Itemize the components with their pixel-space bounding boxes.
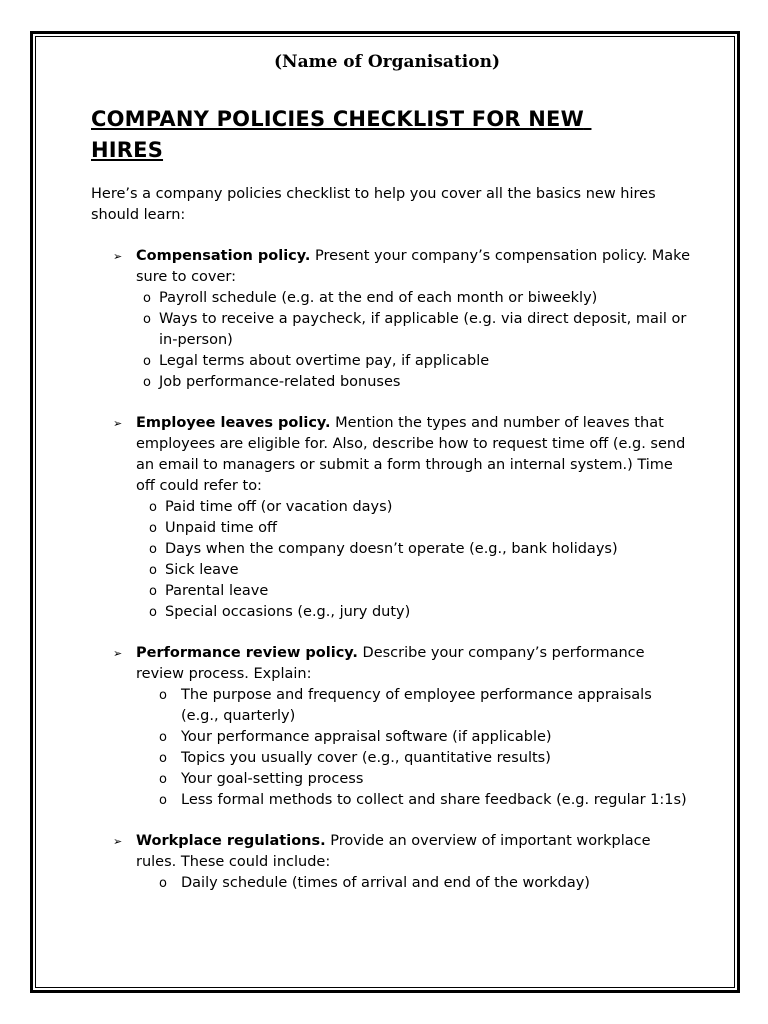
intro-paragraph: Here’s a company policies checklist to help you cover all the basics new hires should learn:: [91, 186, 656, 223]
circle-bullet-icon: o: [143, 291, 151, 306]
circle-bullet-icon: o: [159, 772, 167, 787]
document-title: COMPANY POLICIES CHECKLIST FOR NEW HIRES: [91, 107, 592, 162]
section-text: Mention the types and number of leaves that employees are eligible for. Also, describe how to request time off (e.g. send an email to managers or submit a form through an internal system.) Time off could refer to:: [136, 415, 686, 494]
circle-bullet-icon: o: [149, 563, 157, 578]
sub-list: [136, 288, 691, 393]
arrow-bullet-icon: ➢: [113, 417, 123, 430]
section-heading: Employee leaves policy.: [136, 415, 331, 431]
list-item: [136, 685, 691, 727]
list-item-text: Topics you usually cover (e.g., quantitative results): [181, 750, 551, 766]
organisation-name: (Name of Organisation): [273, 52, 500, 72]
circle-bullet-icon: o: [159, 688, 167, 703]
section-heading: Workplace regulations.: [136, 833, 326, 849]
list-item: [136, 539, 691, 560]
circle-bullet-icon: o: [159, 793, 167, 808]
circle-bullet-icon: o: [149, 521, 157, 536]
section-heading: Performance review policy.: [136, 645, 358, 661]
circle-bullet-icon: o: [159, 751, 167, 766]
list-item: [136, 873, 691, 894]
section-text: Describe your company’s performance review process. Explain:: [136, 645, 645, 682]
list-item: [136, 288, 691, 309]
circle-bullet-icon: o: [143, 354, 151, 369]
list-item: [136, 560, 691, 581]
circle-bullet-icon: o: [159, 876, 167, 891]
section-employee-leaves-policy: [91, 413, 691, 623]
list-item-text: Your goal-setting process: [181, 771, 364, 787]
list-item: [136, 748, 691, 769]
list-item-text: The purpose and frequency of employee performance appraisals (e.g., quarterly): [181, 687, 652, 724]
circle-bullet-icon: o: [143, 312, 151, 327]
list-item-text: Paid time off (or vacation days): [165, 499, 393, 515]
list-item-text: Special occasions (e.g., jury duty): [165, 604, 411, 620]
section-workplace-regulations: [91, 831, 691, 894]
list-item-text: Daily schedule (times of arrival and end of the workday): [181, 875, 590, 891]
arrow-bullet-icon: ➢: [113, 250, 123, 263]
section-lead: [136, 643, 691, 685]
list-item: [136, 727, 691, 748]
circle-bullet-icon: o: [159, 730, 167, 745]
list-item-text: Sick leave: [165, 562, 239, 578]
circle-bullet-icon: o: [143, 375, 151, 390]
arrow-bullet-icon: ➢: [113, 835, 123, 848]
list-item-text: Unpaid time off: [165, 520, 277, 536]
list-item-text: Ways to receive a paycheck, if applicable (e.g. via direct deposit, mail or in-person): [159, 311, 687, 348]
sub-list: [136, 685, 691, 811]
sub-list: [136, 873, 691, 894]
list-item: [136, 372, 691, 393]
list-item: [136, 518, 691, 539]
list-item: [136, 769, 691, 790]
document-body: [91, 50, 691, 894]
section-heading: Compensation policy.: [136, 248, 311, 264]
list-item-text: Your performance appraisal software (if applicable): [181, 729, 552, 745]
section-text: Present your company’s compensation policy. Make sure to cover:: [136, 248, 690, 285]
list-item-text: Days when the company doesn’t operate (e.g., bank holidays): [165, 541, 618, 557]
section-performance-review-policy: [91, 643, 691, 811]
section-lead: [136, 831, 691, 873]
list-item-text: Less formal methods to collect and share feedback (e.g. regular 1:1s): [181, 792, 687, 808]
sub-list: [136, 497, 691, 623]
list-item-text: Payroll schedule (e.g. at the end of each month or biweekly): [159, 290, 598, 306]
list-item: [136, 581, 691, 602]
section-lead: [136, 246, 691, 288]
list-item-text: Job performance-related bonuses: [159, 374, 401, 390]
list-item: [136, 351, 691, 372]
section-text: Provide an overview of important workplace rules. These could include:: [136, 833, 651, 870]
circle-bullet-icon: o: [149, 542, 157, 557]
circle-bullet-icon: o: [149, 500, 157, 515]
circle-bullet-icon: o: [149, 605, 157, 620]
list-item: [136, 497, 691, 518]
list-item: [136, 790, 691, 811]
list-item-text: Parental leave: [165, 583, 269, 599]
arrow-bullet-icon: ➢: [113, 647, 123, 660]
section-lead: [136, 413, 691, 497]
list-item-text: Legal terms about overtime pay, if applicable: [159, 353, 490, 369]
section-compensation-policy: [91, 246, 691, 393]
list-item: [136, 309, 691, 351]
circle-bullet-icon: o: [149, 584, 157, 599]
list-item: [136, 602, 691, 623]
